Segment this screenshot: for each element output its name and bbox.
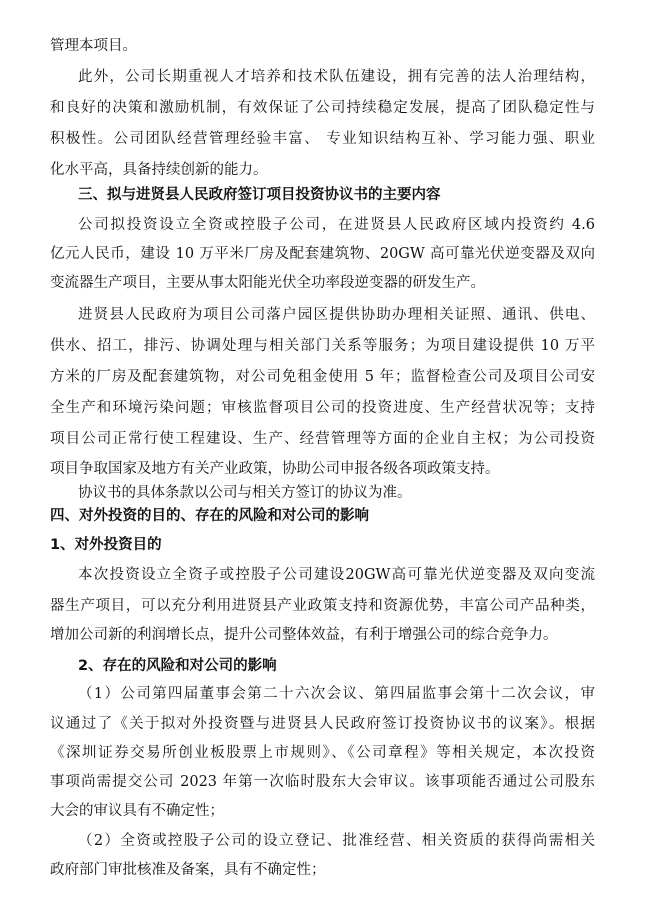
para-talent-line-1: 此外，公司长期重视人才培养和技术队伍建设，拥有完善的法人治理结构， [78,69,595,85]
para-purpose-line-1: 本次投资设立全资子或控股子公司建设20GW高可靠光伏逆变器及双向变流 [78,567,595,583]
para-terms-line: 协议书的具体条款以公司与相关方签订的协议为准。 [78,485,412,501]
para-talent-line-2: 和良好的决策和激励机制，有效保证了公司持续稳定发展，提高了团队稳定性与 [50,100,595,116]
para-talent-line-3: 积极性。公司团队经营管理经验丰富、 专业知识结构互补、学习能力强、职业 [50,131,595,147]
section-heading-3: 三、拟与进贤县人民政府签订项目投资协议书的主要内容 [78,187,441,203]
para-purpose-line-3: 增加公司新的利润增长点，提升公司整体效益，有利于增强公司的综合竞争力。 [50,627,558,643]
para-gov-line-3: 方米的厂房及配套建筑物，对公司免租金使用 5 年；监督检查公司及项目公司安 [50,369,595,385]
subsection-heading-4-2: 2、存在的风险和对公司的影响 [78,658,277,674]
section-heading-4: 四、对外投资的目的、存在的风险和对公司的影响 [50,508,369,524]
intro-line: 管理本项目。 [50,38,137,54]
para-gov-line-2: 供水、招工，排污、协调处理与相关部门关系等服务；为项目建设提供 10 万平 [50,338,595,354]
para-risk-2-line-1: （2）全资或控股子公司的设立登记、批准经营、相关资质的获得尚需相关 [78,833,595,849]
para-risk-1-line-4: 事项尚需提交公司 2023 年第一次临时股东大会审议。该事项能否通过公司股东 [50,774,595,790]
para-risk-1-line-5: 大会的审议具有不确定性； [50,803,224,819]
para-purpose-line-2: 器生产项目，可以充分利用进贤县产业政策支持和资源优势，丰富公司产品种类， [50,598,595,614]
para-risk-2-line-2: 政府部门审批核准及备案，具有不确定性； [50,862,326,878]
para-risk-1-line-1: （1）公司第四届董事会第二十六次会议、第四届监事会第十二次会议，审 [78,686,595,702]
para-invest-line-1: 公司拟投资设立全资或控股子公司，在进贤县人民政府区域内投资约 4.6 [78,217,595,233]
para-gov-line-5: 项目公司正常行使工程建设、生产、经营管理等方面的企业自主权；为公司投资 [50,431,595,447]
para-talent-line-4: 化水平高，具备持续创新的能力。 [50,162,268,178]
para-invest-line-3: 变流器生产项目，主要从事太阳能光伏全功率段逆变器的研发生产。 [50,275,485,291]
para-risk-1-line-2: 议通过了《关于拟对外投资暨与进贤县人民政府签订投资协议书的议案》。根据 [50,716,595,732]
para-invest-line-2: 亿元人民币，建设 10 万平米厂房及配套建筑物、20GW 高可靠光伏逆变器及双向 [50,246,595,262]
para-gov-line-1: 进贤县人民政府为项目公司落户园区提供协助办理相关证照、通讯、供电、 [78,307,595,323]
para-risk-1-line-3: 《深圳证券交易所创业板股票上市规则》、《公司章程》等相关规定，本次投资 [50,745,595,761]
para-gov-line-6: 项目争取国家及地方有关产业政策，协助公司申报各级各项政策支持。 [50,461,500,477]
subsection-heading-4-1: 1、对外投资目的 [50,537,162,553]
para-gov-line-4: 全生产和环境污染问题；审核监督项目公司的投资进度、生产经营状况等；支持 [50,400,595,416]
